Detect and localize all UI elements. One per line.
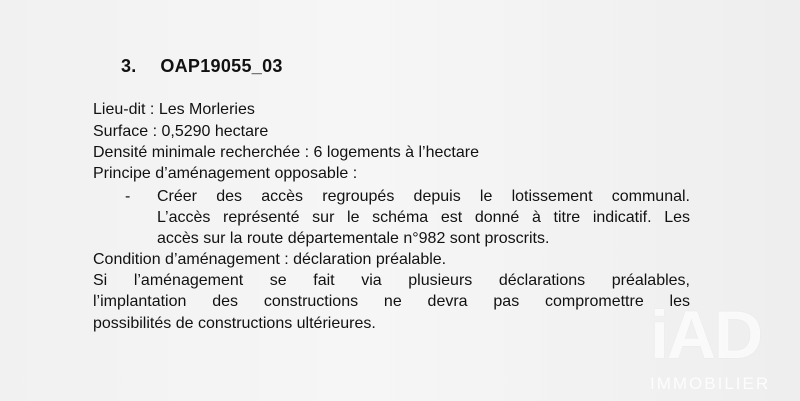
principe-line: Principe d’aménagement opposable : bbox=[93, 165, 358, 182]
section-code: OAP19055_03 bbox=[160, 56, 283, 76]
densite-line: Densité minimale recherchée : 6 logements à l’hectare bbox=[93, 144, 479, 161]
bullet-dash: - bbox=[125, 188, 131, 205]
watermark-mark: iAD bbox=[650, 297, 762, 373]
condition-line: Condition d’aménagement : déclaration préalable. bbox=[93, 251, 447, 268]
bullet-line-2: L’accès représenté sur le schéma est donné à titre indicatif. Les bbox=[157, 209, 690, 226]
lieu-dit-line: Lieu-dit : Les Morleries bbox=[93, 101, 255, 118]
iad-watermark-logo bbox=[642, 297, 800, 401]
paragraph-line-1: Si l’aménagement se fait via plusieurs déclarations préalables, bbox=[93, 272, 690, 289]
bullet-line-1: Créer des accès regroupés depuis le lotissement communal. bbox=[157, 188, 690, 205]
watermark-sub: IMMOBILIER bbox=[650, 374, 771, 393]
section-number: 3. bbox=[121, 56, 137, 76]
paragraph-line-3: possibilités de constructions ultérieures. bbox=[93, 315, 376, 332]
bullet-line-3: accès sur la route départementale n°982 sont proscrits. bbox=[157, 230, 550, 247]
surface-line: Surface : 0,5290 hectare bbox=[93, 123, 269, 140]
section-heading bbox=[121, 56, 283, 77]
paragraph-line-2: l’implantation des constructions ne devra pas compromettre les bbox=[93, 293, 690, 310]
